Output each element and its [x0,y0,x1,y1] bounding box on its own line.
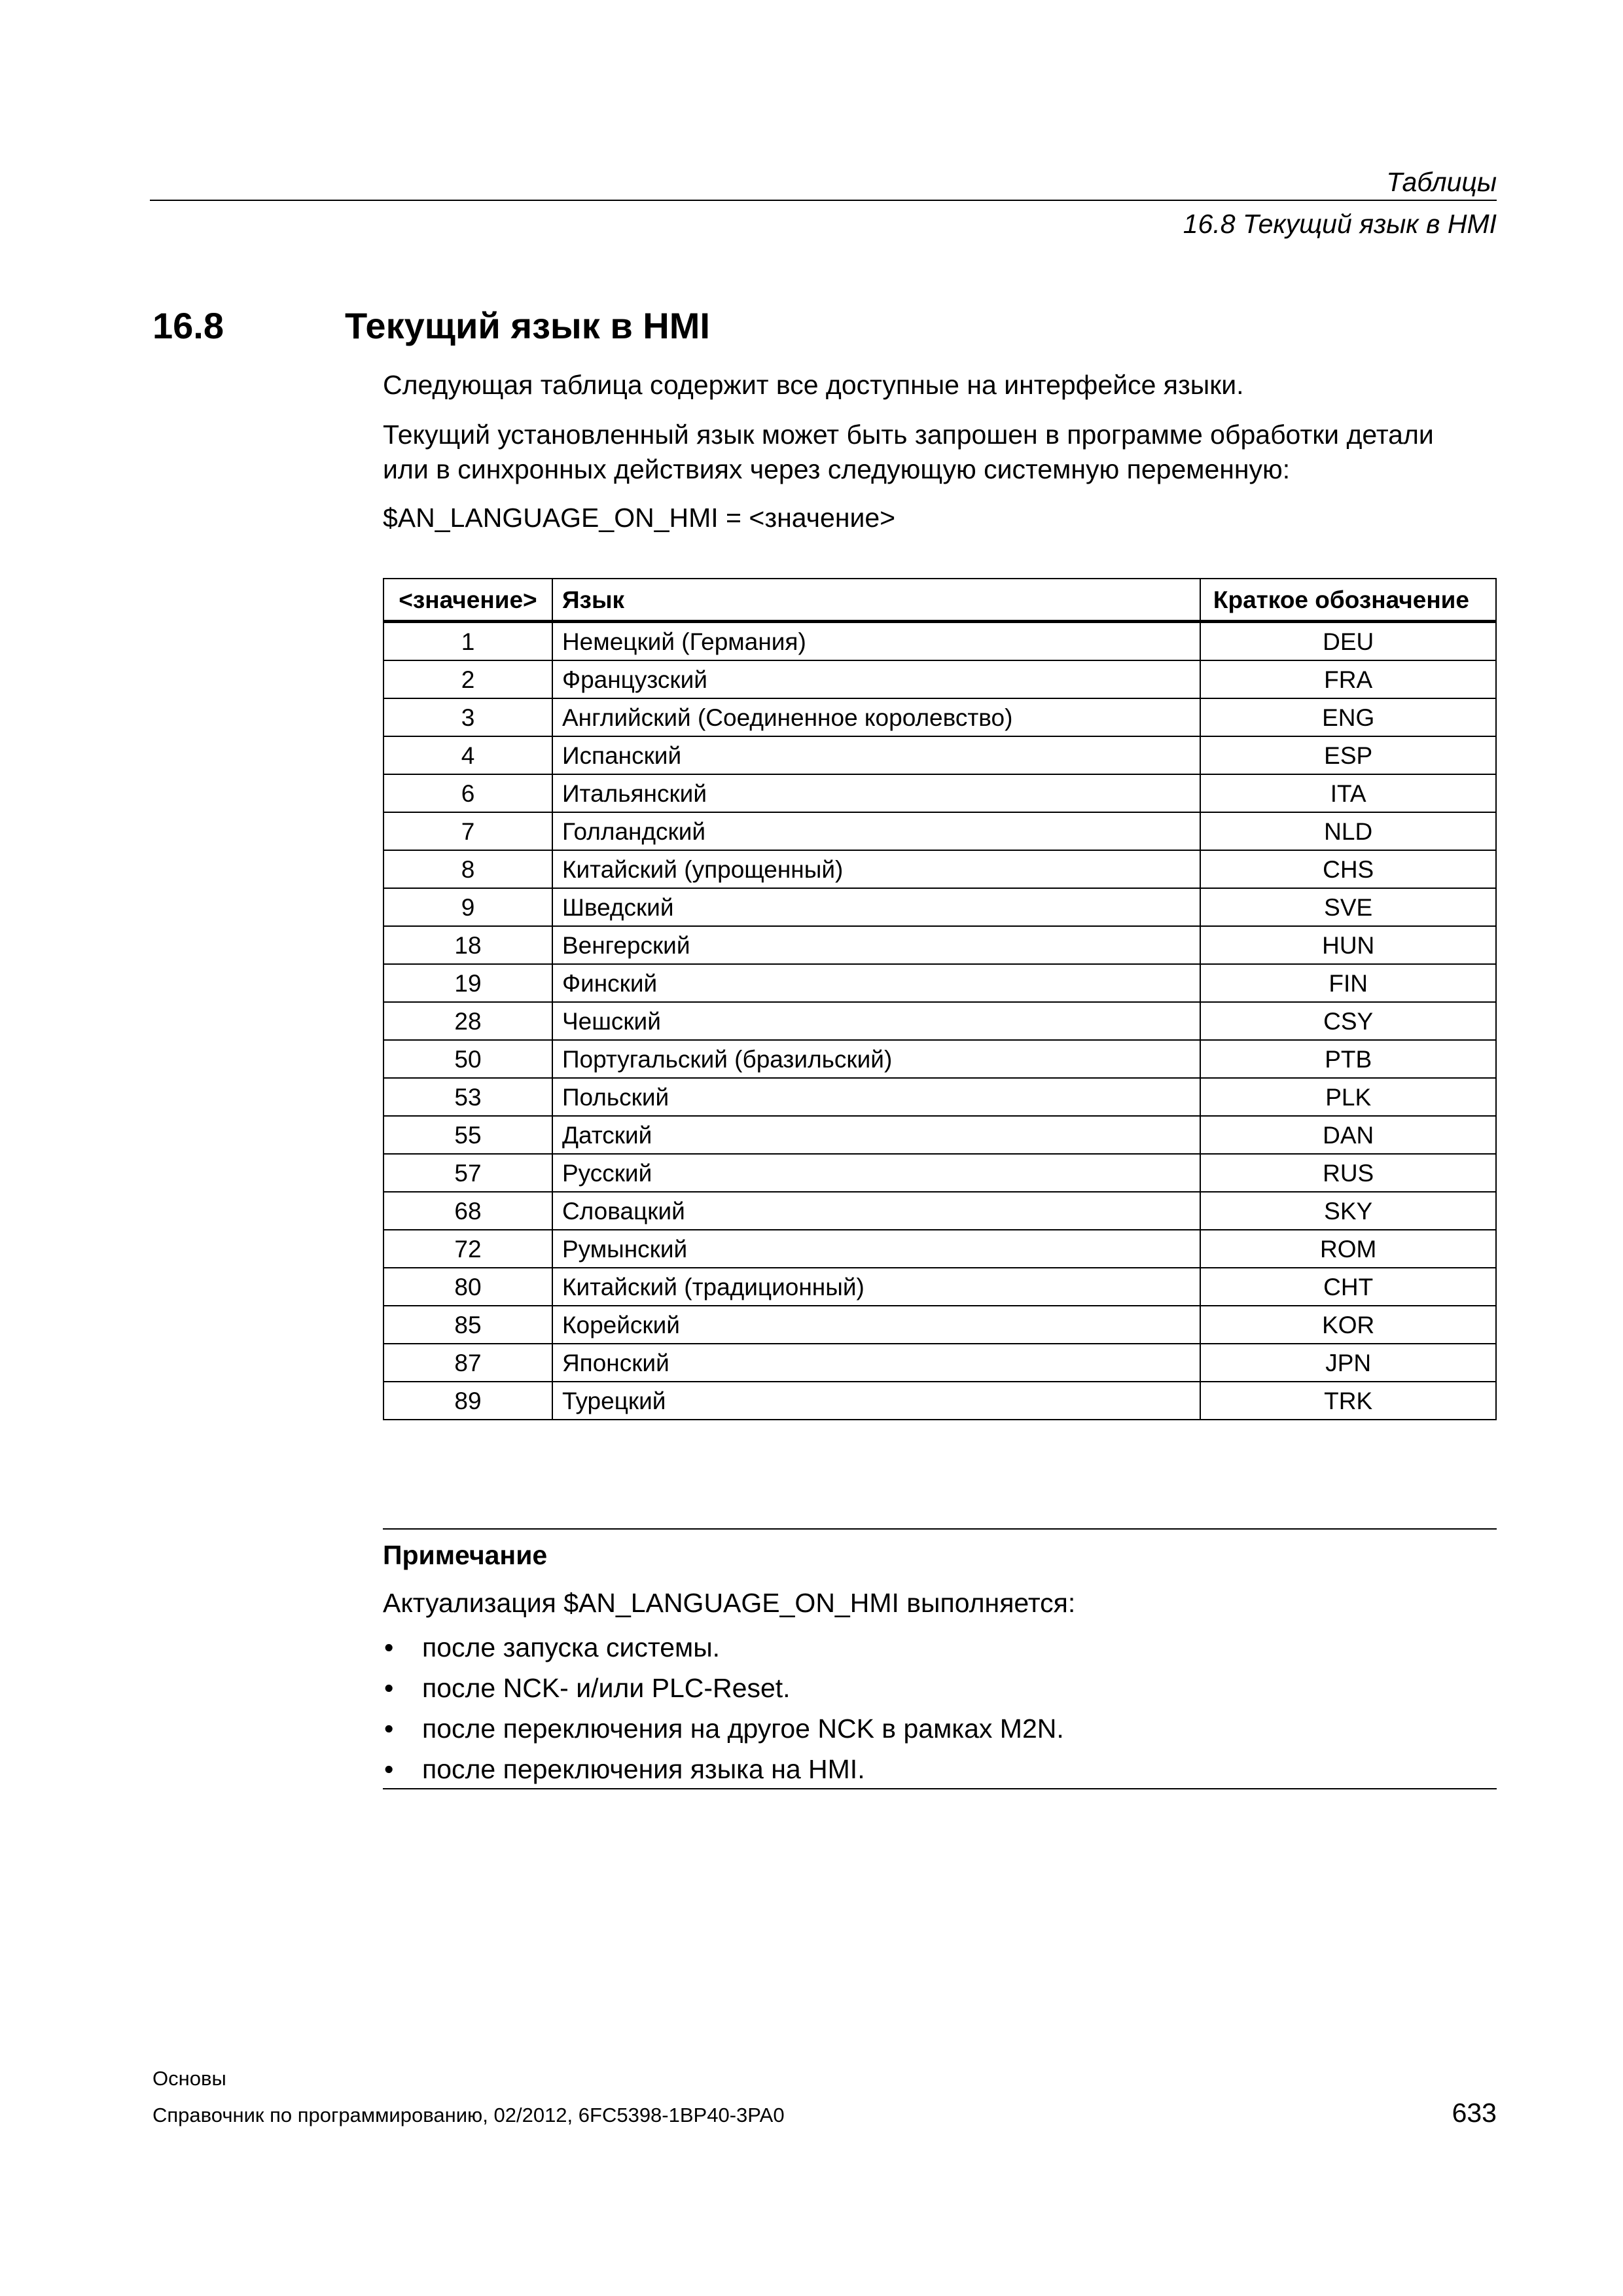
table-row [383,622,1496,661]
cell-language: Русский [552,1154,1200,1192]
table-body [383,622,1496,1420]
cell-abbreviation: SKY [1200,1192,1496,1230]
table-row [383,660,1496,698]
cell-value: 57 [383,1154,552,1192]
cell-language: Итальянский [552,774,1200,812]
cell-language: Словацкий [552,1192,1200,1230]
note-list [383,1627,1064,1789]
cell-value: 9 [383,888,552,926]
cell-language: Венгерский [552,926,1200,964]
table-row [383,1154,1496,1192]
cell-value: 6 [383,774,552,812]
cell-abbreviation: HUN [1200,926,1496,964]
cell-value: 18 [383,926,552,964]
cell-value: 80 [383,1268,552,1306]
note-list-item: • после запуска системы. [383,1627,1064,1668]
table-row [383,1344,1496,1382]
language-table [383,578,1497,1420]
cell-abbreviation: ITA [1200,774,1496,812]
cell-value: 1 [383,622,552,661]
page-number: 633 [1452,2098,1497,2128]
cell-language: Испанский [552,736,1200,774]
cell-language: Чешский [552,1002,1200,1040]
cell-abbreviation: CSY [1200,1002,1496,1040]
cell-abbreviation: TRK [1200,1382,1496,1420]
cell-language: Румынский [552,1230,1200,1268]
cell-language: Английский (Соединенное королевство) [552,698,1200,736]
note-list-item: • после NCK- и/или PLC-Reset. [383,1668,1064,1708]
system-variable: $AN_LANGUAGE_ON_HMI = <значение> [383,503,896,533]
cell-value: 53 [383,1078,552,1116]
cell-language: Турецкий [552,1382,1200,1420]
cell-value: 72 [383,1230,552,1268]
table-row [383,1306,1496,1344]
query-paragraph-line-2: или в синхронных действиях через следующую системную переменную: [383,454,1291,484]
footer-manual-info: Справочник по программированию, 02/2012, 6FC5398-1BP40-3PA0 [152,2104,785,2126]
table-row [383,926,1496,964]
cell-abbreviation: PLK [1200,1078,1496,1116]
cell-language: Польский [552,1078,1200,1116]
cell-language: Китайский (упрощенный) [552,850,1200,888]
header-language: Язык [552,579,1200,622]
cell-language: Японский [552,1344,1200,1382]
cell-abbreviation: DAN [1200,1116,1496,1154]
cell-value: 3 [383,698,552,736]
table-row [383,888,1496,926]
cell-abbreviation: JPN [1200,1344,1496,1382]
cell-value: 19 [383,964,552,1002]
table-row [383,1078,1496,1116]
cell-value: 87 [383,1344,552,1382]
cell-value: 85 [383,1306,552,1344]
table-row [383,1192,1496,1230]
table-row [383,1002,1496,1040]
cell-language: Португальский (бразильский) [552,1040,1200,1078]
cell-abbreviation: NLD [1200,812,1496,850]
table-row [383,1230,1496,1268]
table-row [383,736,1496,774]
intro-paragraph: Следующая таблица содержит все доступные на интерфейсе языки. [383,370,1244,400]
cell-value: 8 [383,850,552,888]
cell-value: 68 [383,1192,552,1230]
cell-value: 2 [383,660,552,698]
cell-abbreviation: ENG [1200,698,1496,736]
cell-language: Французский [552,660,1200,698]
table-row [383,1116,1496,1154]
cell-abbreviation: SVE [1200,888,1496,926]
cell-language: Китайский (традиционный) [552,1268,1200,1306]
table-row [383,850,1496,888]
note-bottom-rule [383,1788,1497,1789]
cell-value: 4 [383,736,552,774]
cell-value: 7 [383,812,552,850]
cell-abbreviation: ESP [1200,736,1496,774]
table-row [383,1382,1496,1420]
cell-abbreviation: DEU [1200,622,1496,661]
table-row [383,1268,1496,1306]
cell-value: 89 [383,1382,552,1420]
header-abbreviation: Краткое обозначение [1200,579,1496,622]
cell-abbreviation: CHS [1200,850,1496,888]
cell-abbreviation: PTB [1200,1040,1496,1078]
table-row [383,812,1496,850]
running-head-chapter: Таблицы [1386,167,1497,197]
cell-language: Датский [552,1116,1200,1154]
note-list-item: • после переключения языка на HMI. [383,1749,1064,1789]
cell-language: Корейский [552,1306,1200,1344]
cell-abbreviation: FIN [1200,964,1496,1002]
cell-value: 55 [383,1116,552,1154]
cell-language: Шведский [552,888,1200,926]
section-number: 16.8 [152,305,224,346]
cell-abbreviation: KOR [1200,1306,1496,1344]
cell-language: Немецкий (Германия) [552,622,1200,661]
table-row [383,964,1496,1002]
cell-abbreviation: RUS [1200,1154,1496,1192]
footer-book-title: Основы [152,2067,226,2090]
table-row [383,698,1496,736]
header-rule [150,200,1497,201]
note-title: Примечание [383,1540,548,1570]
note-list-item: • после переключения на другое NCK в рамках M2N. [383,1708,1064,1749]
query-paragraph-line-1: Текущий установленный язык может быть запрошен в программе обработки детали [383,420,1434,450]
table-row [383,1040,1496,1078]
note-top-rule [383,1528,1497,1530]
cell-abbreviation: FRA [1200,660,1496,698]
query-paragraph [383,418,1508,487]
cell-abbreviation: CHT [1200,1268,1496,1306]
section-title: Текущий язык в HMI [345,305,710,346]
table-header-row [383,579,1496,622]
cell-abbreviation: ROM [1200,1230,1496,1268]
running-head-section: 16.8 Текущий язык в HMI [1183,209,1497,239]
table-row [383,774,1496,812]
cell-value: 50 [383,1040,552,1078]
cell-value: 28 [383,1002,552,1040]
cell-language: Голландский [552,812,1200,850]
header-value: <значение> [383,579,552,622]
note-intro: Актуализация $AN_LANGUAGE_ON_HMI выполняется: [383,1588,1076,1618]
cell-language: Финский [552,964,1200,1002]
